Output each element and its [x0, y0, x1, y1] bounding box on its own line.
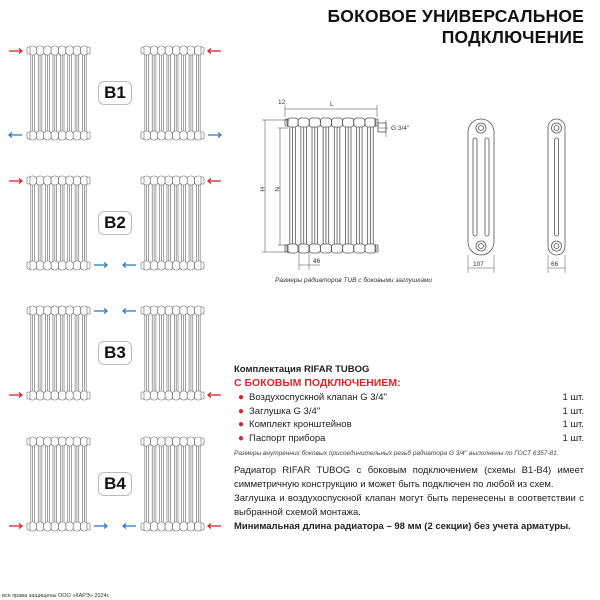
- thread-label: G 3/4'': [391, 125, 410, 132]
- radiator-side-view-3-column: [468, 119, 494, 273]
- return-arrow-icon: [94, 524, 107, 529]
- bullet-icon: ●: [238, 419, 245, 431]
- kit-item-qty: 1 шт.: [562, 432, 584, 444]
- kit-item-name: Воздухоспускной клапан G 3/4'': [249, 392, 388, 404]
- dim-107: 107: [473, 261, 484, 268]
- return-arrow-icon: [94, 309, 107, 314]
- kit-item-name: Паспорт прибора: [249, 432, 326, 444]
- description: [234, 464, 584, 534]
- supply-arrow-icon: [208, 49, 221, 54]
- kit-subheading: С БОКОВЫМ ПОДКЛЮЧЕНИЕМ:: [234, 377, 401, 389]
- radiator-dimension-drawing: [250, 95, 590, 275]
- supply-arrow-icon: [9, 524, 22, 529]
- supply-arrow-icon: [208, 179, 221, 184]
- dim-66: 66: [551, 261, 559, 268]
- kit-item: [234, 391, 584, 405]
- radiator-icon: [141, 437, 204, 531]
- bullet-icon: ●: [238, 392, 245, 404]
- supply-arrow-icon: [9, 49, 22, 54]
- return-arrow-icon: [123, 263, 136, 268]
- scheme-label: B3: [98, 341, 132, 365]
- return-arrow-icon: [94, 263, 107, 268]
- bullet-icon: ●: [238, 405, 245, 417]
- bullet-icon: ●: [238, 432, 245, 444]
- radiator-icon: [27, 176, 90, 270]
- supply-arrow-icon: [208, 393, 221, 398]
- radiator-icon: [27, 306, 90, 400]
- radiator-icon: [27, 46, 90, 140]
- kit-item-qty: 1 шт.: [562, 392, 584, 404]
- copyright-footer: все права защищены ООО «КАРЭ» 2024г.: [2, 593, 110, 599]
- kit-note: Размеры внутренних боковых присоединительных резьб радиатора G 3/4'' выполнены по ГОСТ 6357-81.: [234, 450, 559, 457]
- scheme-label: B2: [98, 211, 132, 235]
- radiator-side-view-2-column: [548, 119, 565, 273]
- radiator-front-view: [285, 118, 386, 253]
- description-min-length: Минимальная длина радиатора – 98 мм (2 секции) без учета арматуры.: [234, 521, 571, 532]
- scheme-label: B4: [98, 472, 132, 496]
- drawing-caption: Размеры радиаторов TUB с боковыми заглушками: [275, 277, 433, 284]
- scheme-b4: [0, 436, 230, 546]
- kit-item: [234, 405, 584, 419]
- return-arrow-icon: [123, 309, 136, 314]
- supply-arrow-icon: [9, 393, 22, 398]
- kit-item-name: Заглушка G 3/4'': [249, 405, 321, 417]
- kit-item: [234, 432, 584, 446]
- dim-12: 12: [278, 99, 286, 106]
- kit-item-qty: 1 шт.: [562, 405, 584, 417]
- supply-arrow-icon: [208, 524, 221, 529]
- radiator-icon: [27, 437, 90, 531]
- kit-item-name: Комплект кронштейнов: [249, 419, 352, 431]
- scheme-label: B1: [98, 81, 132, 105]
- scheme-b2: [0, 175, 230, 285]
- description-p2: Заглушка и воздухоспускной клапан могут быть перенесены в соответствии с выбранной схемой монтажа.: [234, 493, 584, 518]
- return-arrow-icon: [123, 524, 136, 529]
- kit-heading: Комплектация RIFAR TUBOG: [234, 364, 370, 375]
- scheme-b1: [0, 45, 230, 155]
- dim-N: N: [273, 187, 280, 192]
- radiator-icon: [141, 176, 204, 270]
- kit-item-qty: 1 шт.: [562, 419, 584, 431]
- kit-item: [234, 418, 584, 432]
- page-title: БОКОВОЕ УНИВЕРСАЛЬНОЕ ПОДКЛЮЧЕНИЕ: [327, 6, 584, 47]
- kit-section: [234, 364, 584, 457]
- return-arrow-icon: [9, 133, 22, 138]
- return-arrow-icon: [208, 133, 221, 138]
- dim-46: 46: [313, 258, 321, 265]
- dim-L: L: [330, 101, 334, 108]
- description-p1: Радиатор RIFAR TUBOG с боковым подключением (схемы B1-B4) имеет симметричную конструкцию и может быть подключен по любой из схем.: [234, 465, 584, 490]
- radiator-icon: [141, 306, 204, 400]
- supply-arrow-icon: [9, 179, 22, 184]
- radiator-icon: [141, 46, 204, 140]
- scheme-b3: [0, 305, 230, 415]
- dim-H: H: [258, 187, 265, 192]
